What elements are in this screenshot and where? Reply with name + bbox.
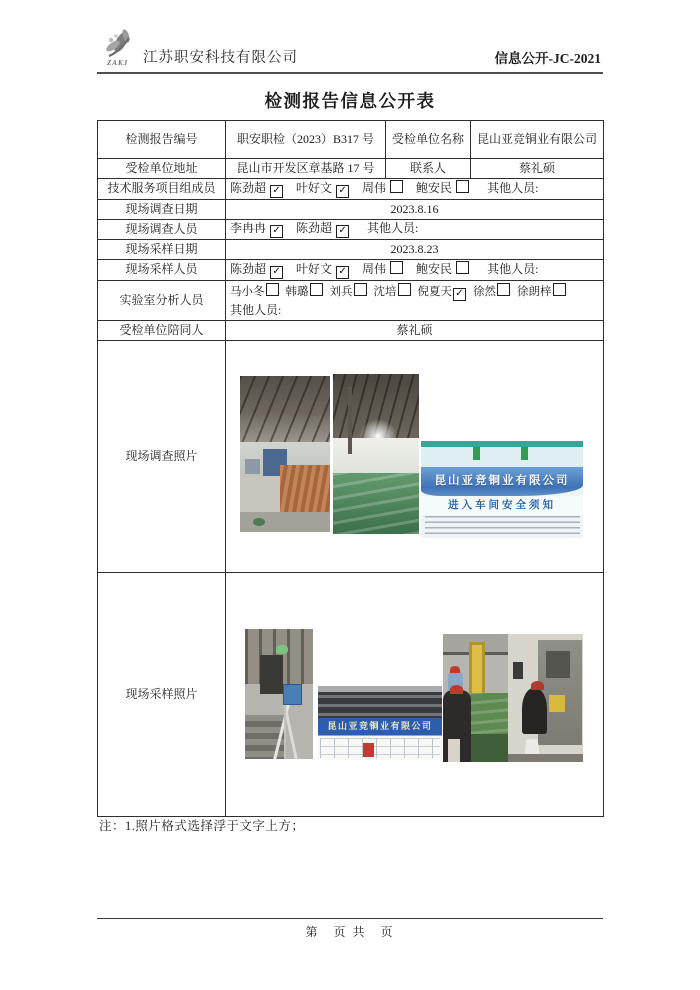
red-cap <box>450 666 460 673</box>
sign-notice-row <box>421 496 583 515</box>
survey-date-value: 2023.8.16 <box>226 200 604 220</box>
table-row <box>98 281 604 321</box>
staff-member-name: 徐然 <box>473 285 496 298</box>
tripod-leg <box>284 704 286 759</box>
contact-label: 联系人 <box>386 159 471 179</box>
lab-staff-list <box>230 283 599 301</box>
staff-member <box>296 181 349 198</box>
red-stamp <box>363 743 374 757</box>
sampling-photos-cell <box>226 573 604 817</box>
survey-staff-list <box>230 221 362 235</box>
staff-member-name: 马小冬 <box>230 285 265 298</box>
checkbox-unchecked <box>398 283 411 296</box>
escort-label: 受检单位陪同人 <box>98 321 226 341</box>
checkbox-checked: ✓ <box>336 225 349 238</box>
pipe <box>348 387 352 454</box>
board-company-banner <box>318 718 442 735</box>
machine-block <box>245 459 259 475</box>
contact-value: 蔡礼硕 <box>471 159 604 179</box>
factory-roof <box>240 376 330 442</box>
sign-notice-text: 进入车间安全须知 <box>448 499 556 511</box>
unit-name-value: 昆山亚竞铜业有限公司 <box>471 121 604 159</box>
table-row <box>98 573 604 817</box>
sign-green-tab <box>521 447 528 460</box>
checkbox-checked: ✓ <box>270 266 283 279</box>
sampling-staff-cell <box>226 260 604 281</box>
table-row <box>98 121 604 159</box>
green-machine <box>333 473 419 534</box>
staff-member <box>473 283 510 300</box>
staff-member-name: 鲍安民 <box>416 262 453 276</box>
survey-date-label: 现场调查日期 <box>98 200 226 220</box>
survey-staff-others-label: 其他人员: <box>367 221 419 235</box>
survey-photos-cell <box>226 341 604 573</box>
company-name: 江苏职安科技有限公司 <box>143 50 298 66</box>
checkbox-unchecked <box>354 283 367 296</box>
factory-wall <box>333 438 419 473</box>
sign-teal-bar <box>421 441 583 447</box>
report-no-label: 检测报告编号 <box>98 121 226 159</box>
doc-code: 信息公开-JC-2021 <box>494 51 601 66</box>
page-header <box>97 26 603 74</box>
report-info-table <box>97 120 604 817</box>
sampling-date-label: 现场采样日期 <box>98 240 226 260</box>
survey-photo-factory-copper <box>240 376 330 532</box>
checkbox-unchecked <box>266 283 279 296</box>
green-bucket <box>253 518 265 526</box>
survey-photos-label: 现场调查照片 <box>98 341 226 573</box>
address-label: 受检单位地址 <box>98 159 226 179</box>
worker-legs <box>448 739 460 762</box>
staff-member-name: 鲍安民 <box>416 181 453 195</box>
escort-value: 蔡礼硕 <box>226 321 604 341</box>
checkbox-checked: ✓ <box>270 185 283 198</box>
team-members-cell <box>226 179 604 200</box>
checkbox-unchecked <box>390 261 403 274</box>
table-row <box>98 341 604 573</box>
sampling-photos-label: 现场采样照片 <box>98 573 226 817</box>
staff-member <box>230 181 283 198</box>
staff-member <box>296 221 349 238</box>
staff-member-name: 周伟 <box>362 181 387 195</box>
sampling-staff-list <box>230 262 482 276</box>
red-cap <box>450 685 463 694</box>
staff-member-name: 陈劲超 <box>230 181 267 195</box>
green-light <box>276 645 288 654</box>
sampling-photo-press <box>508 634 583 762</box>
staff-member-name: 刘兵 <box>329 285 353 298</box>
table-row <box>98 220 604 240</box>
lab-staff-cell <box>226 281 604 321</box>
sampling-staff-label: 现场采样人员 <box>98 260 226 281</box>
logo-zakj-text: ZAKJ <box>107 59 129 67</box>
sign-fine-print <box>425 516 580 535</box>
sampling-date-value: 2023.8.23 <box>226 240 604 260</box>
staff-member <box>230 221 283 238</box>
table-row <box>98 240 604 260</box>
staff-member-name: 徐朗梓 <box>517 285 552 298</box>
report-no-value: 职安职检（2023）B317 号 <box>226 121 386 159</box>
checkbox-unchecked <box>553 283 566 296</box>
staff-member <box>230 262 283 279</box>
page-number-text: 第 页 共 页 <box>305 925 395 939</box>
staff-member <box>286 283 323 300</box>
staff-member <box>374 283 411 300</box>
staff-member <box>416 180 469 197</box>
page-title: 检测报告信息公开表 <box>264 91 436 111</box>
survey-photo-factory-green <box>333 374 419 534</box>
staff-member <box>418 285 467 301</box>
checkbox-checked: ✓ <box>336 266 349 279</box>
floor <box>508 754 583 762</box>
red-cap <box>531 681 544 690</box>
table-row <box>98 260 604 281</box>
address-value: 昆山市开发区章基路 17 号 <box>226 159 386 179</box>
table-row <box>98 179 604 200</box>
staff-member-name: 倪夏天 <box>417 285 452 298</box>
staff-member-name: 叶好文 <box>296 181 333 195</box>
checkbox-unchecked <box>456 261 469 274</box>
lab-staff-others-label: 其他人员: <box>230 302 282 317</box>
checkbox-checked: ✓ <box>453 288 466 301</box>
team-members-list <box>230 181 482 195</box>
board-data-table <box>318 735 442 760</box>
staff-member-name: 陈劲超 <box>296 221 333 235</box>
sampling-staff-others-label: 其他人员: <box>487 262 539 276</box>
staff-member-name: 陈劲超 <box>230 262 267 276</box>
checkbox-unchecked <box>456 180 469 193</box>
footer-divider <box>97 918 603 919</box>
staff-member-name: 沈培 <box>373 285 397 298</box>
note-text: 注：1.照片格式选择浮于文字上方； <box>99 819 305 833</box>
staff-member <box>362 261 403 278</box>
team-label: 技术服务项目组成员 <box>98 179 226 200</box>
staff-member-name: 韩璐 <box>285 285 309 298</box>
seated-worker <box>522 688 548 734</box>
board-company-text: 昆山亚竞铜业有限公司 <box>327 720 433 731</box>
survey-staff-cell <box>226 220 604 240</box>
staff-member <box>330 283 367 300</box>
staff-member-name: 李冉冉 <box>230 221 267 235</box>
staff-member <box>362 180 403 197</box>
staff-member <box>416 261 469 278</box>
sign-green-tab <box>473 447 480 460</box>
table-row <box>98 159 604 179</box>
sampler-device <box>283 684 302 705</box>
yellow-frame <box>469 642 485 698</box>
staff-member-name: 叶好文 <box>296 262 333 276</box>
checkbox-unchecked <box>390 180 403 193</box>
sign-company-banner <box>421 467 583 496</box>
sampling-photo-workers <box>443 634 509 762</box>
staff-member-name: 周伟 <box>362 262 387 276</box>
table-row <box>98 200 604 220</box>
company-logo-icon <box>99 26 143 70</box>
team-others-label: 其他人员: <box>487 181 539 195</box>
checkbox-checked: ✓ <box>336 185 349 198</box>
copper-pile <box>280 465 330 513</box>
checkbox-unchecked <box>310 283 323 296</box>
metal-slabs <box>318 686 442 718</box>
checkbox-checked: ✓ <box>270 225 283 238</box>
unit-name-label: 受检单位名称 <box>386 121 471 159</box>
dark-doorway <box>260 655 283 694</box>
yellow-part <box>549 695 566 712</box>
lab-staff-label: 实验室分析人员 <box>98 281 226 321</box>
white-stool <box>525 739 540 754</box>
staff-member <box>517 283 566 300</box>
staff-member <box>230 283 279 300</box>
survey-photo-safety-sign <box>421 441 583 538</box>
sampling-photo-board <box>318 686 442 760</box>
sign-company-text: 昆山亚竞铜业有限公司 <box>434 475 570 488</box>
staff-member <box>296 262 349 279</box>
sampling-photo-tripod <box>245 629 313 759</box>
checkbox-unchecked <box>497 283 510 296</box>
survey-staff-label: 现场调查人员 <box>98 220 226 240</box>
dark-cabinet <box>513 662 523 679</box>
table-row <box>98 321 604 341</box>
